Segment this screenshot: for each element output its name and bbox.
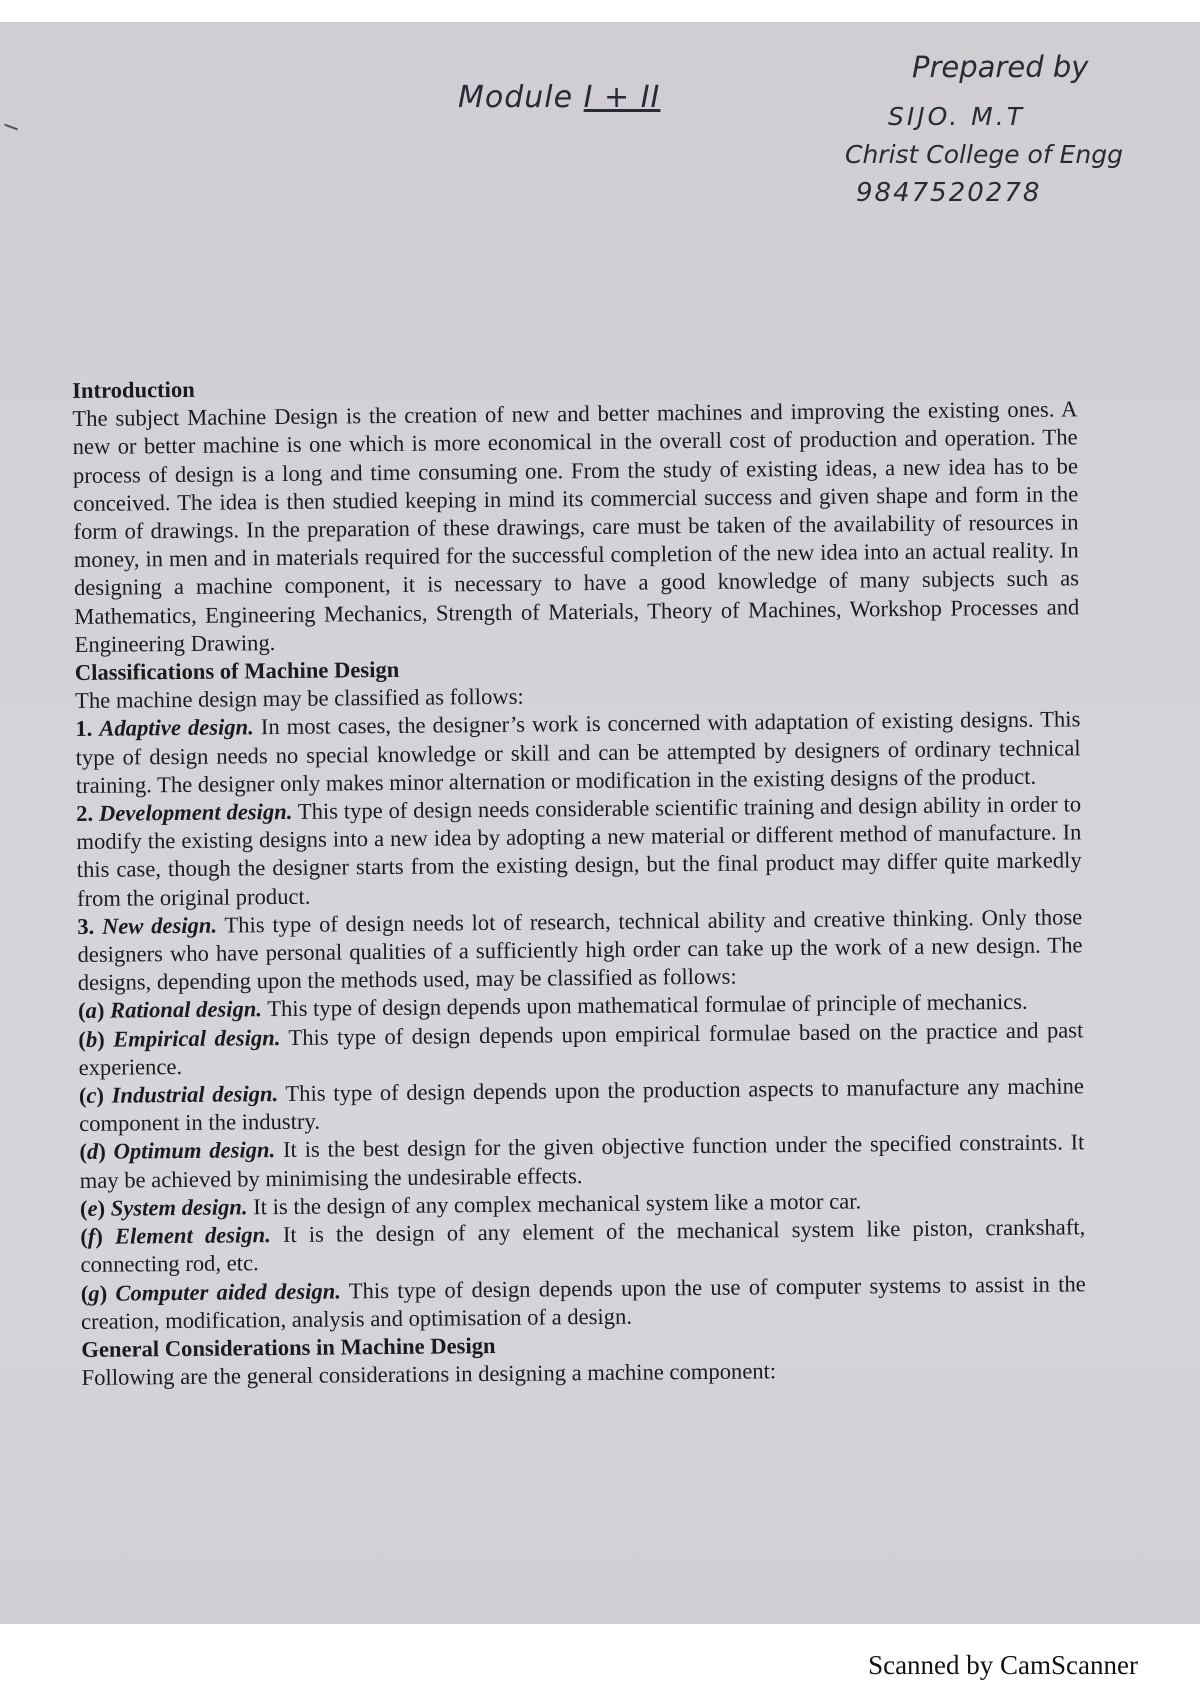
sub-term: Optimum design. — [113, 1137, 276, 1165]
sub-term: Rational design. — [109, 996, 263, 1024]
handwritten-prepared-by: Prepared by — [912, 50, 1089, 84]
sub-text: This type of design depends upon mathematical formulae of principle of mechanics. — [261, 989, 1028, 1022]
classification-item — [75, 706, 1081, 800]
sub-text: It is the best design for the given objective function under the specified constraints. It may be achieved by minimising the undesirable effects. — [79, 1129, 1085, 1193]
handwritten-phone: 9847520278 — [856, 178, 1042, 208]
classification-item — [76, 790, 1082, 912]
scanner-watermark: Scanned by CamScanner — [868, 1650, 1138, 1680]
sub-letter: g — [88, 1280, 100, 1306]
sub-text: This type of design depends upon the production aspects to manufacture any machine component in the industry. — [79, 1073, 1084, 1137]
sub-letter: a — [85, 998, 98, 1024]
sub-term: Computer aided design. — [115, 1277, 342, 1306]
sub-text: This type of design depends upon the use of computer systems to assist in the creation, modification, analysis and optimisation of a design. — [80, 1270, 1086, 1334]
sub-term: Industrial design. — [111, 1081, 279, 1108]
sub-term: Empirical design. — [113, 1024, 281, 1052]
item-term: New design. — [101, 912, 218, 939]
item-text: This type of design needs considerable scientific training and design ability in order to modify the existing designs into a new idea by adopting a new material or different method of manufacture. In this case, though the designer starts from the existing design, but the final product may differ quite markedly from the original product. — [76, 791, 1082, 911]
module-prefix: Module — [458, 80, 574, 115]
subclass-item: (c) Industrial design. This type of design depends upon the production aspects to manufacture any machine component in the industry. — [78, 1073, 1084, 1137]
intro-heading: Introduction — [72, 376, 195, 403]
classifications-heading: Classifications of Machine Design — [74, 656, 400, 686]
item-text: This type of design needs lot of research, technical ability and creative thinking. Only those designers who have personal qualities of a sufficiently high order can take up the work of a new design. The designs, depending upon the methods used, may be classified as follows: — [77, 904, 1083, 996]
classification-item — [77, 903, 1083, 997]
sub-term: Element design. — [114, 1222, 271, 1249]
item-number: 2. — [76, 800, 94, 827]
item-term: Adaptive design. — [99, 714, 254, 742]
handwritten-author: SIJO. M.T — [888, 102, 1025, 131]
item-number: 3. — [77, 913, 95, 939]
item-term: Development design. — [98, 798, 293, 826]
item-text: In most cases, the designer’s work is concerned with adaptation of existing designs. This type of design needs no special knowledge or skill and can be attempted by designers of ordinary technical training. The designer only makes minor alternation or modification in the existing designs of the product. — [75, 706, 1081, 798]
subclass-item: (a) Rational design. This type of design depends upon mathematical formulae of principle of mechanics. — [77, 989, 1028, 1024]
sub-letter: f — [87, 1223, 96, 1249]
sub-letter: c — [86, 1082, 97, 1108]
sub-term: System design. — [110, 1194, 248, 1221]
sub-text: It is the design of any complex mechanical system like a motor car. — [247, 1188, 862, 1220]
subclass-item: (g) Computer aided design. This type of design depends upon the use of computer systems to assist in the creation, modification, analysis and optimisation of a design. — [80, 1270, 1086, 1334]
handwritten-college: Christ College of Engg — [845, 140, 1123, 169]
classifications-lead: The machine design may be classified as follows: — [74, 683, 524, 714]
sub-letter: d — [86, 1139, 99, 1165]
subclass-item: (e) System design. It is the design of any complex mechanical system like a motor car. — [79, 1188, 862, 1221]
handwritten-module-title — [458, 80, 660, 115]
general-lead: Following are the general considerations in designing a machine component: — [81, 1358, 777, 1391]
item-number: 1. — [75, 716, 93, 742]
sub-letter: e — [87, 1195, 98, 1221]
scan-mark — [4, 124, 18, 131]
intro-paragraph: The subject Machine Design is the creation of new and better machines and improving the existing ones. A new or better machine is one which is more economical in the overall cost of production and operation. The process of design is a long and time consuming one. From the study of existing ideas, a new idea has to be conceived. The idea is then studied keeping in mind its commercial success and given shape and form in the form of drawings. In the preparation of these drawings, care must be taken of the availability of resources in money, in men and in materials required for the successful completion of the new idea into an actual reality. In designing a machine component, it is necessary to have a good knowledge of many subjects such as Mathematics, Engineering Mechanics, Strength of Materials, Theory of Machines, Workshop Processes and Engineering Drawing. — [72, 396, 1080, 657]
module-numbers: I + II — [583, 80, 661, 115]
subclass-item: (f) Element design. It is the design of any element of the mechanical system like piston, crankshaft, connecting rod, etc. — [80, 1214, 1086, 1278]
sub-text: It is the design of any element of the mechanical system like piston, crankshaft, connecting rod, etc. — [80, 1214, 1086, 1278]
sub-letter: b — [85, 1026, 98, 1052]
sub-text: This type of design depends upon empirical formulae based on the practice and past experience. — [78, 1016, 1084, 1080]
general-heading: General Considerations in Machine Design — [81, 1332, 496, 1362]
subclass-item: (b) Empirical design. This type of design depends upon empirical formulae based on the practice and past experience. — [78, 1016, 1084, 1080]
document-body — [72, 367, 1087, 1392]
scanned-page — [0, 22, 1200, 1624]
subclass-item: (d) Optimum design. It is the best design for the given objective function under the specified constraints. It may be achieved by minimising the undesirable effects. — [79, 1129, 1085, 1193]
